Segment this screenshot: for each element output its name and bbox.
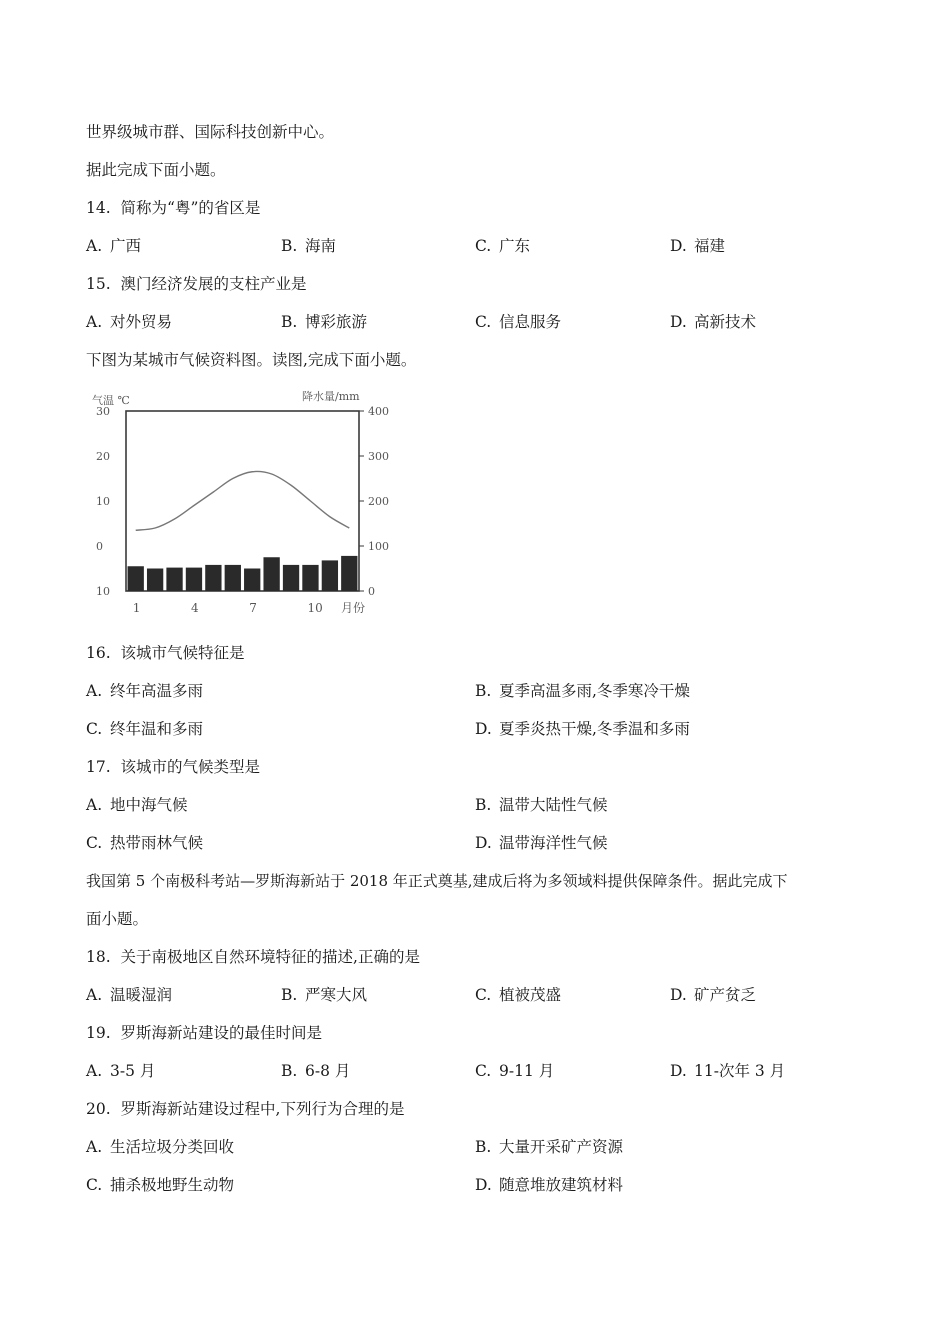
q18-option-c: C. 植被茂盛 xyxy=(475,986,562,1004)
q14-option-a: A. 广西 xyxy=(86,237,142,255)
left-axis-label: 气温 ℃ xyxy=(92,394,130,407)
x-axis-label: 月份 xyxy=(341,601,366,615)
q17-option-a: A. 地中海气候 xyxy=(86,796,188,814)
q18-option-b: B. 严寒大风 xyxy=(281,986,368,1004)
month-tick-label: 10 xyxy=(307,601,323,615)
q14-option-c: C. 广东 xyxy=(475,237,531,255)
precip-bar xyxy=(302,565,318,591)
question-17 xyxy=(86,757,260,777)
q17-option-c: C. 热带雨林气候 xyxy=(86,834,204,852)
month-tick-label: 7 xyxy=(249,601,257,615)
question-text: 罗斯海新站建设的最佳时间是 xyxy=(120,1024,323,1042)
precip-tick-label: 100 xyxy=(368,540,389,553)
precip-tick-label: 400 xyxy=(368,405,389,418)
question-20 xyxy=(86,1099,404,1119)
question-number: 16. xyxy=(86,644,111,662)
q15-option-b: B. 博彩旅游 xyxy=(281,313,368,331)
q20-option-c: C. 捕杀极地野生动物 xyxy=(86,1176,235,1194)
question-number: 15. xyxy=(86,275,111,293)
intro-line-2: 据此完成下面小题。 xyxy=(86,161,226,179)
q20-option-b: B. 大量开采矿产资源 xyxy=(475,1138,624,1156)
q15-option-d: D. 高新技术 xyxy=(670,313,757,331)
precip-tick-label: 0 xyxy=(368,585,375,598)
precip-tick-label: 200 xyxy=(368,495,389,508)
question-number: 20. xyxy=(86,1100,111,1118)
q19-option-a: A. 3-5 月 xyxy=(86,1062,156,1080)
q15-option-c: C. 信息服务 xyxy=(475,313,562,331)
question-text: 该城市的气候类型是 xyxy=(120,758,261,776)
temp-tick-label: 0 xyxy=(96,540,103,553)
antarctic-intro-line-1: 我国第 5 个南极科考站—罗斯海新站于 2018 年正式奠基,建成后将为多领域料提供保障条件。据此完成下 xyxy=(86,872,788,890)
question-19 xyxy=(86,1023,322,1043)
temperature-line xyxy=(136,471,350,530)
q19-option-d: D. 11-次年 3 月 xyxy=(670,1062,786,1080)
q16-option-d: D. 夏季炎热干燥,冬季温和多雨 xyxy=(475,720,690,738)
intro-line-1: 世界级城市群、国际科技创新中心。 xyxy=(86,123,335,141)
question-14 xyxy=(86,198,260,218)
climate-intro: 下图为某城市气候资料图。读图,完成下面小题。 xyxy=(86,351,417,369)
question-18 xyxy=(86,947,420,967)
temp-tick-label: 10 xyxy=(96,495,110,508)
q20-option-d: D. 随意堆放建筑材料 xyxy=(475,1176,624,1194)
temp-tick-label: 30 xyxy=(96,405,110,418)
question-text: 该城市气候特征是 xyxy=(120,644,245,662)
q14-option-d: D. 福建 xyxy=(670,237,726,255)
question-text: 澳门经济发展的支柱产业是 xyxy=(120,275,307,293)
precip-bar xyxy=(283,565,299,591)
q16-option-c: C. 终年温和多雨 xyxy=(86,720,204,738)
temp-tick-label: 10 xyxy=(96,585,110,598)
question-number: 17. xyxy=(86,758,111,776)
q15-option-a: A. 对外贸易 xyxy=(86,313,173,331)
temp-tick-label: 20 xyxy=(96,450,110,463)
precip-bar xyxy=(341,556,357,591)
precip-bar xyxy=(263,557,279,591)
precip-bar xyxy=(128,566,144,591)
question-text: 简称为“粤”的省区是 xyxy=(120,199,261,217)
question-number: 19. xyxy=(86,1024,111,1042)
q19-option-b: B. 6-8 月 xyxy=(281,1062,351,1080)
question-text: 罗斯海新站建设过程中,下列行为合理的是 xyxy=(120,1100,405,1118)
question-15 xyxy=(86,274,307,294)
month-tick-label: 4 xyxy=(190,601,199,615)
question-text: 关于南极地区自然环境特征的描述,正确的是 xyxy=(120,948,420,966)
precip-bar xyxy=(322,560,338,591)
question-16 xyxy=(86,643,245,663)
precip-bar xyxy=(244,569,260,592)
precip-bar xyxy=(166,568,182,591)
q16-option-b: B. 夏季高温多雨,冬季寒冷干燥 xyxy=(475,682,690,700)
right-axis-label: 降水量/mm xyxy=(302,390,360,403)
q17-option-b: B. 温带大陆性气候 xyxy=(475,796,608,814)
q18-option-d: D. 矿产贫乏 xyxy=(670,986,757,1004)
precip-bar xyxy=(147,569,163,592)
antarctic-intro-line-2: 面小题。 xyxy=(86,910,149,928)
q14-option-b: B. 海南 xyxy=(281,237,337,255)
q17-option-d: D. 温带海洋性气候 xyxy=(475,834,608,852)
q20-option-a: A. 生活垃圾分类回收 xyxy=(86,1138,235,1156)
climate-chart xyxy=(86,386,389,622)
q16-option-a: A. 终年高温多雨 xyxy=(86,682,204,700)
question-number: 14. xyxy=(86,199,111,217)
month-tick-label: 1 xyxy=(132,601,141,615)
precip-tick-label: 300 xyxy=(368,450,389,463)
precip-bar xyxy=(186,568,202,591)
q18-option-a: A. 温暖湿润 xyxy=(86,986,173,1004)
precip-bar xyxy=(205,565,221,591)
q19-option-c: C. 9-11 月 xyxy=(475,1062,555,1080)
precip-bar xyxy=(225,565,241,591)
question-number: 18. xyxy=(86,948,111,966)
